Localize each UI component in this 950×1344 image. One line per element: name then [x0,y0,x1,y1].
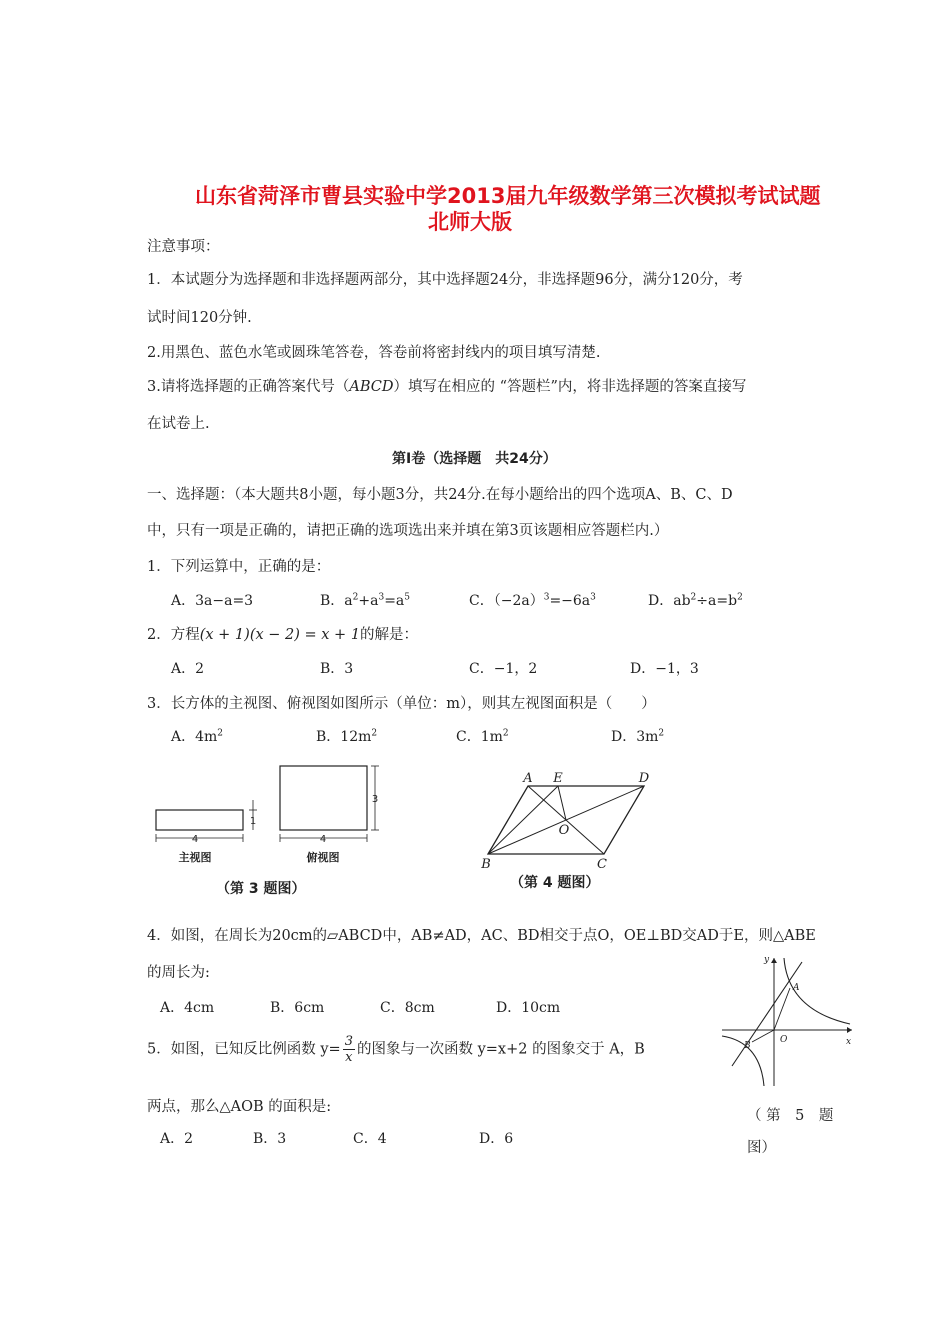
x-axis-arrow [847,1027,852,1033]
figure-5-caption-line-1: （ 第 5 题 [747,1108,834,1124]
q1-b-sup: 5 [404,592,410,603]
section-intro-pre: 一、选择题： [147,487,234,503]
top-width-label: 4 [319,834,327,845]
front-view-rect [156,810,243,830]
q3-d-text: D．3m [611,729,659,745]
q5-fraction-numerator: 3 [344,1034,353,1049]
figure-3-caption: （第 3 题图） [216,881,306,897]
point-a-label: A [793,983,800,993]
origin-label: O [780,1035,788,1045]
q4-line-1: 4．如图，在周长为20cm的▱ABCD中，AB≠AD，AC、BD相交于点O，OE⊥BD交AD于E，则△ABE [147,928,816,944]
q1-b-sup: 2 [352,592,359,603]
q1-b-part: +a [358,593,379,609]
top-view-rect [280,766,367,830]
figure-4 [478,770,658,870]
section-intro-line-1 [147,483,733,504]
q5-option-c: C．4 [353,1131,387,1147]
q2-stem [147,623,418,644]
q3-c-sup: 2 [502,728,509,739]
section-intro-line-2: 中，只有一项是正确的，请把正确的选项选出来并填在第3页该题相应答题栏内.） [147,523,669,539]
q3-a-text: A．4m [171,729,218,745]
q1-c-part: =−6a [549,593,591,609]
q5-option-a: A．2 [160,1131,194,1147]
q2-option-b: B．3 [320,661,354,677]
q2-option-d: D．−1，3 [630,661,699,677]
note-1-line-2: 试时间120分钟. [147,310,252,326]
note-3-pre: 3.请将选择题的正确答案代号（ [147,379,350,395]
section-intro-text: （本大题共8小题，每小题3分，共24分.在每小题给出的四个选项A、B、C、D [234,487,733,503]
note-3-line-1 [147,375,746,396]
q1-stem: 1．下列运算中，正确的是： [147,559,331,575]
q5-line-2: 两点，那么△AOB 的面积是: [147,1099,332,1115]
q5-fraction-denominator: x [345,1050,353,1065]
top-height-label: 3 [371,794,379,805]
q1-b-part: =a [384,593,405,609]
q3-d-sup: 2 [658,728,665,739]
q1-c-part: C．（−2a） [469,593,544,609]
top-view-label: 俯视图 [306,851,340,864]
front-width-label: 4 [191,834,199,845]
front-view-label: 主视图 [178,851,212,864]
point-b-label: B [481,857,491,870]
note-3-post: ）填写在相应的 “答题栏”内，将非选择题的答案直接写 [393,379,747,395]
y-axis-label: y [764,955,770,965]
q1-d-part: ÷a=b [696,593,738,609]
q5-option-d: D．6 [479,1131,514,1147]
q3-a-sup: 2 [217,728,224,739]
note-3-abcd: ABCD [349,379,394,395]
note-1-line-1: 1．本试题分为选择题和非选择题两部分，其中选择题24分，非选择题96分，满分120分，考 [147,272,743,288]
q2-option-a: A．2 [171,661,205,677]
q5-option-b: B．3 [253,1131,287,1147]
point-a-label: A [523,771,533,786]
note-2: 2.用黑色、蓝色水笔或圆珠笔答卷，答卷前将密封线内的项目填写清楚. [147,345,601,361]
q4-option-d: D．10cm [496,1000,561,1016]
q3-b-text: B．12m [316,729,372,745]
q2-stem-pre: 2．方程 [147,627,200,643]
figure-4-caption: （第 4 题图） [510,875,600,891]
q3-b-sup: 2 [371,728,378,739]
point-d-label: D [638,771,650,786]
q4-option-b: B．6cm [270,1000,325,1016]
hyperbola-branch-2 [722,1036,764,1086]
page-title: 山东省菏泽市曹县实验中学2013届九年级数学第三次模拟考试试题 [195,184,821,208]
q3-option-d [611,726,664,746]
q3-option-c [456,726,509,746]
q1-option-a: A．3a−a=3 [171,593,254,609]
q2-stem-post: 的解是： [360,627,419,643]
front-height-label: 1 [249,816,257,827]
segment-eo [558,786,566,820]
q3-option-b [316,726,377,746]
line-y-x-plus-2 [732,962,802,1066]
q3-stem: 3．长方体的主视图、俯视图如图所示（单位：m），则其左视图面积是（ ） [147,696,656,712]
y-axis-arrow [771,958,777,963]
q2-option-c: C．−1，2 [469,661,538,677]
segment-oa [774,988,790,1030]
q1-option-d [648,590,743,610]
section-heading: 第Ⅰ卷（选择题 共24分） [392,451,557,467]
q1-d-part: D．ab [648,593,691,609]
point-c-label: C [597,857,607,870]
point-e-label: E [553,771,563,786]
q2-equation: (x + 1)(x − 2) = x + 1 [199,627,361,643]
q1-c-sup: 3 [590,592,596,603]
q4-line-2: 的周长为: [147,965,210,981]
q1-option-b [320,590,410,610]
figure-5 [718,950,858,1090]
point-b-label: B [744,1041,751,1051]
notes-heading: 注意事项： [147,239,220,255]
q1-b-sup: 3 [378,592,385,603]
q3-option-a [171,726,223,746]
q5-line-1-post: 的图象与一次函数 y=x+2 的图象交于 A，B [356,1041,645,1058]
q5-line-1 [147,1034,645,1065]
page-subtitle: 北师大版 [428,210,512,234]
q5-line-1-pre: 5．如图，已知反比例函数 y= [147,1041,341,1058]
note-3-line-2: 在试卷上. [147,416,210,432]
q1-option-c [469,590,596,610]
q4-option-a: A．4cm [160,1000,215,1016]
q4-option-c: C．8cm [380,1000,435,1016]
q1-c-sup: 3 [543,592,550,603]
q1-d-sup: 2 [737,592,743,603]
q5-fraction [343,1034,355,1065]
segment-be [488,786,558,854]
q3-c-text: C．1m [456,729,503,745]
figure-3 [148,758,388,868]
q1-b-part: B．a [320,593,353,609]
point-o-label: O [558,823,570,838]
figure-5-caption-line-2: 图） [747,1140,776,1156]
q1-d-sup: 2 [690,592,697,603]
x-axis-label: x [846,1037,852,1047]
